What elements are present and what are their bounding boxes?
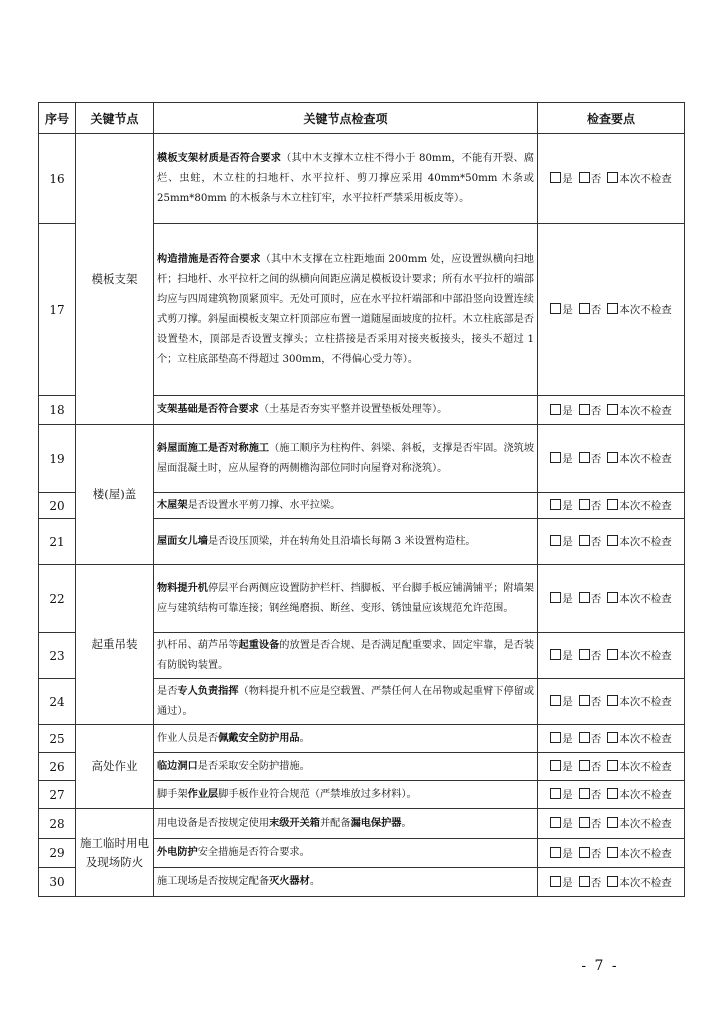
- checkbox-label: 本次不检查: [619, 789, 672, 801]
- no-checkbox[interactable]: [579, 696, 602, 708]
- checklist-table: [38, 102, 685, 897]
- skip-checkbox[interactable]: [607, 733, 672, 745]
- header-node: 关键节点: [76, 103, 154, 134]
- checkbox-label: 是: [562, 593, 573, 605]
- checkbox-square[interactable]: [550, 695, 561, 706]
- row-number: 25: [39, 725, 76, 753]
- skip-checkbox[interactable]: [607, 593, 672, 605]
- check-item: 模板支架材质是否符合要求（其中木支撑木立柱不得小于 80mm，不能有开裂、腐烂、虫蛀，木立柱的扫地杆、水平拉杆、剪刀撑应采用 40mm*50mm 木条或 25mm*80mm 的木板条与木立柱钉牢，水平拉杆严禁采用板皮等）。: [154, 134, 538, 224]
- check-item: 用电设备是否按规定使用末级开关箱并配备漏电保护器。: [154, 809, 538, 839]
- checkbox-label: 是: [562, 847, 573, 860]
- checkbox-square[interactable]: [607, 303, 618, 314]
- row-number: 23: [39, 633, 76, 679]
- checkbox-label: 是: [562, 650, 573, 662]
- category-roof: 楼(屋)盖: [76, 425, 154, 565]
- check-options: [538, 493, 685, 519]
- checkbox-square[interactable]: [579, 732, 590, 743]
- checkbox-label: 是: [562, 536, 573, 548]
- checkbox-square[interactable]: [550, 760, 561, 771]
- checkbox-label: 本次不检查: [619, 404, 672, 417]
- checkbox-label: 是: [562, 876, 573, 889]
- header-item: 关键节点检查项: [154, 103, 538, 134]
- checkbox-square[interactable]: [607, 876, 618, 887]
- no-checkbox[interactable]: [579, 650, 602, 662]
- checkbox-label: 本次不检查: [619, 876, 672, 889]
- row-number: 16: [39, 134, 76, 224]
- checkbox-square[interactable]: [607, 732, 618, 743]
- skip-checkbox[interactable]: [607, 453, 672, 465]
- no-checkbox[interactable]: [579, 304, 602, 316]
- table-row: [39, 425, 685, 493]
- row-number: 28: [39, 809, 76, 839]
- checkbox-label: 是: [562, 173, 573, 185]
- checkbox-square[interactable]: [607, 499, 618, 510]
- checkbox-label: 是: [562, 761, 573, 773]
- row-number: 21: [39, 519, 76, 565]
- skip-checkbox[interactable]: [607, 536, 672, 548]
- no-checkbox[interactable]: [579, 848, 602, 860]
- checkbox-square[interactable]: [607, 172, 618, 183]
- yes-checkbox[interactable]: [550, 848, 573, 860]
- check-options: [538, 224, 685, 396]
- skip-checkbox[interactable]: [607, 818, 672, 830]
- no-checkbox[interactable]: [579, 453, 602, 465]
- check-options: [538, 425, 685, 493]
- checkbox-label: 本次不检查: [619, 650, 672, 662]
- checkbox-square[interactable]: [550, 732, 561, 743]
- table-header-row: [39, 103, 685, 134]
- check-options: [538, 753, 685, 781]
- header-seq: 序号: [39, 103, 76, 134]
- yes-checkbox[interactable]: [550, 536, 573, 548]
- category-electric: 施工临时用电及现场防火: [76, 809, 154, 897]
- check-item: 临边洞口是否采取安全防护措施。: [154, 753, 538, 781]
- check-item: 是否专人负责指挥（物料提升机不应是空载置、严禁任何人在吊物或起重臂下停留或通过）。: [154, 679, 538, 725]
- row-number: 30: [39, 868, 76, 897]
- row-number: 26: [39, 753, 76, 781]
- checkbox-label: 本次不检查: [619, 453, 672, 465]
- checkbox-label: 本次不检查: [619, 733, 672, 745]
- check-item: 斜屋面施工是否对称施工（施工顺序为柱构件、斜梁、斜板，支撑是否牢固。浇筑坡屋面混凝土时，应从屋脊的两侧檐沟部位同时向屋脊对称浇筑）。: [154, 425, 538, 493]
- checkbox-square[interactable]: [579, 452, 590, 463]
- check-options: [538, 134, 685, 224]
- checkbox-square[interactable]: [579, 649, 590, 660]
- checkbox-label: 是: [562, 500, 573, 512]
- no-checkbox[interactable]: [579, 789, 602, 801]
- checkbox-square[interactable]: [607, 695, 618, 706]
- checkbox-square[interactable]: [550, 592, 561, 603]
- checkbox-label: 否: [590, 304, 602, 316]
- checkbox-label: 否: [590, 847, 602, 860]
- checkbox-square[interactable]: [607, 788, 618, 799]
- yes-checkbox[interactable]: [550, 761, 573, 773]
- checkbox-square[interactable]: [550, 788, 561, 799]
- no-checkbox[interactable]: [579, 500, 602, 512]
- checkbox-square[interactable]: [607, 452, 618, 463]
- check-item: 脚手架作业层脚手板作业符合规范（严禁堆放过多材料）。: [154, 781, 538, 809]
- check-item: 支架基础是否符合要求（土基是否夯实平整并设置垫板处理等）。: [154, 396, 538, 425]
- check-options: [538, 565, 685, 633]
- skip-checkbox[interactable]: [607, 304, 672, 316]
- checkbox-label: 否: [590, 876, 602, 889]
- checkbox-label: 否: [590, 500, 602, 512]
- skip-checkbox[interactable]: [607, 761, 672, 773]
- checkbox-square[interactable]: [579, 695, 590, 706]
- header-req: 检查要点: [538, 103, 685, 134]
- check-options: [538, 839, 685, 868]
- skip-checkbox[interactable]: [607, 173, 672, 185]
- yes-checkbox[interactable]: [550, 818, 573, 830]
- check-options: [538, 396, 685, 425]
- checkbox-square[interactable]: [607, 760, 618, 771]
- skip-checkbox[interactable]: [607, 789, 672, 801]
- checkbox-label: 否: [590, 404, 602, 417]
- row-number: 29: [39, 839, 76, 868]
- checkbox-label: 否: [590, 818, 602, 830]
- check-options: [538, 519, 685, 565]
- checkbox-label: 本次不检查: [619, 818, 672, 830]
- row-number: 18: [39, 396, 76, 425]
- checkbox-label: 否: [590, 761, 602, 773]
- checkbox-square[interactable]: [607, 404, 618, 415]
- checkbox-label: 本次不检查: [619, 304, 672, 316]
- checkbox-square[interactable]: [579, 817, 590, 828]
- skip-checkbox[interactable]: [607, 848, 672, 860]
- checkbox-square[interactable]: [550, 649, 561, 660]
- checkbox-square[interactable]: [550, 535, 561, 546]
- check-item: 构造措施是否符合要求（其中木支撑在立柱距地面 200mm 处，应设置纵横向扫地杆；扫地杆、水平拉杆之间的纵横向间距应满足模板设计要求；所有水平拉杆的端部均应与四周建筑物顶紧顶牢。无处可顶时，应在水平拉杆端部和中部沿竖向设置连续式剪刀撑。斜屋面模板支架立杆顶部应布置一道随屋面坡度的拉杆。木立柱底部是否设置垫木，顶部是否设置支撑头；立柱搭接是否采用对接夹板接头，接头不超过 1 个；立柱底部垫高不得超过 300mm，不得偏心受力等）。: [154, 224, 538, 396]
- checkbox-square[interactable]: [579, 788, 590, 799]
- table-row: [39, 809, 685, 839]
- check-item: 屋面女儿墙是否设压顶梁，并在转角处且沿墙长每隔 3 米设置构造柱。: [154, 519, 538, 565]
- no-checkbox[interactable]: [579, 761, 602, 773]
- yes-checkbox[interactable]: [550, 453, 573, 465]
- checkbox-square[interactable]: [550, 499, 561, 510]
- checkbox-square[interactable]: [607, 847, 618, 858]
- yes-checkbox[interactable]: [550, 304, 573, 316]
- checkbox-square[interactable]: [550, 172, 561, 183]
- check-item: 外电防护安全措施是否符合要求。: [154, 839, 538, 868]
- checkbox-label: 是: [562, 733, 573, 745]
- checkbox-label: 是: [562, 304, 573, 316]
- checkbox-label: 是: [562, 818, 573, 830]
- checkbox-label: 是: [562, 696, 573, 708]
- checkbox-square[interactable]: [607, 649, 618, 660]
- yes-checkbox[interactable]: [550, 405, 573, 417]
- checkbox-label: 否: [590, 593, 602, 605]
- check-item: 扒杆吊、葫芦吊等起重设备的放置是否合规、是否满足配重要求、固定牢靠，是否装有防脱钩装置。: [154, 633, 538, 679]
- yes-checkbox[interactable]: [550, 650, 573, 662]
- check-item: 物料提升机停层平台两侧应设置防护栏杆、挡脚板、平台脚手板应铺满铺平；附墙架应与建筑结构可靠连接；钢丝绳磨损、断丝、变形、锈蚀量应该规范允许范围。: [154, 565, 538, 633]
- checkbox-square[interactable]: [579, 535, 590, 546]
- checkbox-label: 否: [590, 650, 602, 662]
- check-item: 作业人员是否佩戴安全防护用品。: [154, 725, 538, 753]
- checkbox-label: 本次不检查: [619, 173, 672, 185]
- checkbox-square[interactable]: [607, 535, 618, 546]
- row-number: 27: [39, 781, 76, 809]
- checkbox-label: 本次不检查: [619, 536, 672, 548]
- check-options: [538, 725, 685, 753]
- checkbox-label: 本次不检查: [619, 847, 672, 860]
- table-row: [39, 134, 685, 224]
- checkbox-square[interactable]: [579, 404, 590, 415]
- checkbox-square[interactable]: [607, 817, 618, 828]
- checkbox-label: 否: [590, 536, 602, 548]
- row-number: 24: [39, 679, 76, 725]
- checkbox-square[interactable]: [579, 760, 590, 771]
- yes-checkbox[interactable]: [550, 696, 573, 708]
- checkbox-square[interactable]: [550, 817, 561, 828]
- yes-checkbox[interactable]: [550, 173, 573, 185]
- no-checkbox[interactable]: [579, 405, 602, 417]
- checkbox-square[interactable]: [579, 592, 590, 603]
- checkbox-label: 否: [590, 696, 602, 708]
- checkbox-square[interactable]: [579, 876, 590, 887]
- check-options: [538, 809, 685, 839]
- row-number: 22: [39, 565, 76, 633]
- yes-checkbox[interactable]: [550, 789, 573, 801]
- checkbox-square[interactable]: [579, 499, 590, 510]
- skip-checkbox[interactable]: [607, 500, 672, 512]
- checkbox-label: 是: [562, 789, 573, 801]
- checkbox-label: 本次不检查: [619, 500, 672, 512]
- skip-checkbox[interactable]: [607, 405, 672, 417]
- row-number: 19: [39, 425, 76, 493]
- checkbox-square[interactable]: [579, 847, 590, 858]
- no-checkbox[interactable]: [579, 818, 602, 830]
- checkbox-square[interactable]: [550, 847, 561, 858]
- row-number: 17: [39, 224, 76, 396]
- category-height: 高处作业: [76, 725, 154, 809]
- checkbox-square[interactable]: [579, 303, 590, 314]
- checkbox-label: 本次不检查: [619, 696, 672, 708]
- yes-checkbox[interactable]: [550, 877, 573, 889]
- yes-checkbox[interactable]: [550, 593, 573, 605]
- no-checkbox[interactable]: [579, 536, 602, 548]
- checkbox-label: 是: [562, 404, 573, 417]
- table-row: [39, 725, 685, 753]
- checkbox-square[interactable]: [550, 303, 561, 314]
- checkbox-label: 是: [562, 453, 573, 465]
- check-options: [538, 868, 685, 897]
- page-number: - 7 -: [581, 958, 619, 974]
- no-checkbox[interactable]: [579, 733, 602, 745]
- table-row: [39, 565, 685, 633]
- checkbox-label: 否: [590, 453, 602, 465]
- checkbox-square[interactable]: [550, 452, 561, 463]
- skip-checkbox[interactable]: [607, 696, 672, 708]
- checkbox-label: 否: [590, 173, 602, 185]
- checkbox-label: 本次不检查: [619, 593, 672, 605]
- check-options: [538, 633, 685, 679]
- check-options: [538, 679, 685, 725]
- checkbox-label: 否: [590, 733, 602, 745]
- no-checkbox[interactable]: [579, 877, 602, 889]
- check-options: [538, 781, 685, 809]
- checkbox-square[interactable]: [607, 592, 618, 603]
- yes-checkbox[interactable]: [550, 500, 573, 512]
- yes-checkbox[interactable]: [550, 733, 573, 745]
- row-number: 20: [39, 493, 76, 519]
- checkbox-square[interactable]: [550, 876, 561, 887]
- check-item: 木屋架是否设置水平剪刀撑、水平拉梁。: [154, 493, 538, 519]
- checkbox-square[interactable]: [579, 172, 590, 183]
- category-lifting: 起重吊装: [76, 565, 154, 725]
- skip-checkbox[interactable]: [607, 650, 672, 662]
- checkbox-label: 本次不检查: [619, 761, 672, 773]
- category-formwork: 模板支架: [76, 134, 154, 425]
- checkbox-square[interactable]: [550, 404, 561, 415]
- skip-checkbox[interactable]: [607, 877, 672, 889]
- no-checkbox[interactable]: [579, 593, 602, 605]
- no-checkbox[interactable]: [579, 173, 602, 185]
- checkbox-label: 否: [590, 789, 602, 801]
- check-item: 施工现场是否按规定配备灭火器材。: [154, 868, 538, 897]
